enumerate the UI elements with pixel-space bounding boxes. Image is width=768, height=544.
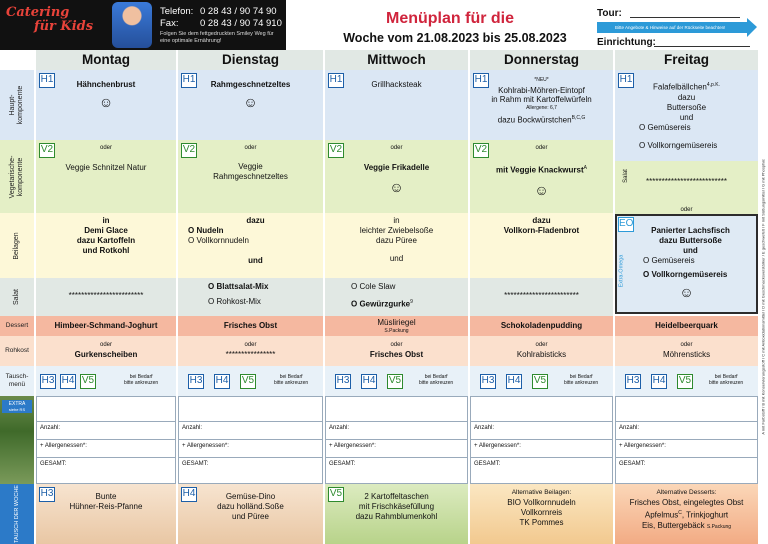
- tausch-note: bei Bedarf bitte ankreuzen: [709, 374, 744, 386]
- h3-checkbox[interactable]: H3: [40, 374, 56, 389]
- do-dessert: Schokoladenpudding: [500, 321, 583, 330]
- do-haupt1: Kohlrabi-Möhren-Eintopf: [498, 85, 585, 95]
- row-label-beilagen: Beilagen: [0, 213, 34, 278]
- tausch-der-woche-label: TAUSCH DER WOCHE: [0, 484, 34, 544]
- woche-fr3b: , Trinkjoghurt: [681, 510, 729, 520]
- oder-label: oder: [535, 342, 548, 348]
- do-haupt-new: *NEU*: [534, 77, 549, 83]
- fax-value: 0 28 43 / 90 74 910: [200, 18, 282, 29]
- extra-label: EXTRA: [8, 401, 26, 407]
- allergen-label: + Allergenessen*:: [182, 443, 229, 449]
- mi-dessert-note: S.Packung: [384, 328, 409, 334]
- v2-badge: V2: [181, 143, 197, 158]
- woche-mi2: mit Frischkäsefüllung: [358, 502, 435, 511]
- einrichtung-label: Einrichtung:: [597, 37, 656, 48]
- di-beilage3: O Vollkornnudeln: [188, 236, 249, 245]
- di-beilage1: dazu: [246, 216, 265, 225]
- day-header-dienstag: Dienstag: [178, 50, 323, 70]
- fr-tausch-cell: [615, 366, 758, 396]
- fr-haupt4: und: [679, 112, 694, 122]
- h1-badge: H1: [39, 73, 55, 88]
- di-salat-cell: [178, 278, 323, 316]
- do-woche-cell: [470, 484, 613, 544]
- extra-omega-label: Extra-Omega: [618, 254, 625, 288]
- woche-mi1: 2 Kartoffeltaschen: [364, 492, 429, 501]
- v5-checkbox[interactable]: V5: [532, 374, 548, 389]
- fr-eo1: Panierter Lachsfisch: [651, 226, 730, 235]
- tel-label: Telefon:: [160, 6, 194, 17]
- di-beilage-cell: [178, 213, 323, 278]
- anzahl-label: Anzahl:: [474, 425, 495, 431]
- extra-sub: siehe RS: [8, 407, 26, 412]
- oder-label: oder: [680, 342, 693, 348]
- di-rohkost-cell: [178, 336, 323, 366]
- do-rohkost-cell: [470, 336, 613, 366]
- smiley-icon: ☺: [534, 181, 549, 198]
- v5-checkbox[interactable]: V5: [387, 374, 403, 389]
- woche-fr3-sup: C: [678, 510, 682, 516]
- di-dessert: Frisches Obst: [223, 321, 278, 330]
- fr-haupt1-sup: 4,p.K.: [706, 82, 720, 88]
- woche-fr4-sup: S.Packung: [706, 523, 732, 530]
- row-label-tausch: Tausch- menü: [0, 366, 34, 396]
- di-haupt: Rahmgeschnetzeltes: [210, 80, 291, 89]
- row-label-rohkost: Rohkost: [0, 336, 34, 366]
- gesamt-label: GESAMT:: [474, 461, 501, 467]
- di-veg1: Veggie: [238, 162, 263, 171]
- di-dessert-cell: [178, 316, 323, 336]
- woche-fr4: Eis, Buttergebäck: [641, 520, 705, 530]
- v5-checkbox[interactable]: V5: [677, 374, 693, 389]
- oder-label: oder: [244, 145, 257, 151]
- v2-badge: V2: [328, 143, 344, 158]
- fr-rohkost-cell: [615, 336, 758, 366]
- anzahl-label: Anzahl:: [619, 425, 640, 431]
- do-beilage1: dazu: [532, 216, 551, 225]
- h4-badge: H4: [181, 487, 197, 502]
- v5-checkbox[interactable]: V5: [80, 374, 96, 389]
- mo-veg: Veggie Schnitzel Natur: [65, 163, 147, 172]
- mo-rohkost: Gurkenscheiben: [74, 350, 138, 359]
- mi-veg: Veggie Frikadelle: [363, 163, 430, 172]
- fr-eo3: und: [683, 246, 698, 255]
- anzahl-label: Anzahl:: [329, 425, 350, 431]
- tel-value: 0 28 43 / 90 74 90: [200, 6, 277, 17]
- mo-rohkost-cell: [36, 336, 176, 366]
- mi-haupt-cell: [325, 70, 468, 140]
- do-beilage-cell: [470, 213, 613, 278]
- woche-do1: Alternative Beilagen:: [511, 489, 572, 496]
- do-haupt-cell: [470, 70, 613, 140]
- mo-salat-cell: [36, 278, 176, 316]
- di-veg-cell: [178, 140, 323, 213]
- mi-rohkost-cell: [325, 336, 468, 366]
- di-salat2: O Rohkost-Mix: [208, 297, 261, 306]
- woche-mo2: Hühner-Reis-Pfanne: [69, 502, 143, 511]
- oder-label: oder: [390, 145, 403, 151]
- mi-dessert-cell: [325, 316, 468, 336]
- smiley-icon: ☺: [389, 179, 404, 195]
- fr-eo2: dazu Buttersoße: [659, 236, 722, 245]
- fr-order-box[interactable]: [615, 396, 758, 484]
- mi-beilage3: dazu Püree: [376, 236, 417, 245]
- mi-beilage1: in: [393, 216, 400, 225]
- mi-dessert: Müsliriegel: [377, 318, 416, 327]
- mi-woche-cell: [325, 484, 468, 544]
- oder-label: oder: [535, 145, 548, 151]
- h4-checkbox[interactable]: H4: [506, 374, 522, 389]
- week-range: Woche vom 21.08.2023 bis 25.08.2023: [343, 31, 567, 45]
- mi-beilage-cell: [325, 213, 468, 278]
- row-label-haupt: Haupt- komponente: [0, 70, 34, 140]
- fr-haupt3: Buttersoße: [666, 102, 707, 112]
- fr-salat-cell: [615, 161, 758, 205]
- woche-do2: BIO Vollkornnudeln: [507, 498, 576, 507]
- do-veg-sup: A: [583, 165, 587, 171]
- oder-label: oder: [244, 342, 257, 348]
- mo-dessert: Himbeer-Schmand-Joghurt: [54, 321, 158, 330]
- eo-badge: EO: [618, 217, 634, 232]
- h1-badge: H1: [328, 73, 344, 88]
- h1-badge: H1: [618, 73, 634, 88]
- mi-veg-cell: [325, 140, 468, 213]
- row-label-veg: Vegetarische- komponente: [0, 140, 34, 213]
- di-rohkost: ****************: [225, 350, 276, 359]
- gesamt-label: GESAMT:: [40, 461, 67, 467]
- fr-eo5: O Vollkorngemüsereis: [643, 270, 728, 279]
- di-haupt-cell: [178, 70, 323, 140]
- woche-mo1: Bunte: [95, 492, 117, 501]
- gesamt-label: GESAMT:: [619, 461, 646, 467]
- smiley-icon: ☺: [243, 94, 258, 110]
- v5-checkbox[interactable]: V5: [240, 374, 256, 389]
- do-order-box[interactable]: [470, 396, 613, 484]
- tausch-note: bei Bedarf bitte ankreuzen: [564, 374, 599, 386]
- woche-do4: TK Pommes: [519, 518, 564, 527]
- einrichtung-field[interactable]: [654, 46, 750, 47]
- woche-do3: Vollkornreis: [520, 508, 563, 517]
- v5-badge: V5: [328, 487, 344, 502]
- mi-salat-cell: [325, 278, 468, 316]
- woche-fr1: Alternative Desserts:: [656, 489, 717, 496]
- do-veg: mit Veggie Knackwurst: [496, 165, 584, 175]
- mo-haupt-cell: [36, 70, 176, 140]
- allergen-label: + Allergenessen*:: [329, 443, 376, 449]
- gesamt-label: GESAMT:: [329, 461, 356, 467]
- page-title: Menüplan für die: [386, 10, 514, 27]
- fr-dessert-cell: [615, 316, 758, 336]
- oder-label: oder: [390, 342, 403, 348]
- mo-haupt: Hähnchenbrust: [76, 80, 136, 89]
- tausch-note: bei Bedarf bitte ankreuzen: [124, 374, 159, 386]
- di-beilage2: O Nudeln: [188, 226, 224, 235]
- v2-badge: V2: [473, 143, 489, 158]
- mo-tausch-cell: [36, 366, 176, 396]
- logo-line1: Catering: [6, 5, 70, 20]
- fr-dessert: Heidelbeerquark: [655, 321, 718, 330]
- h4-checkbox[interactable]: H4: [214, 374, 230, 389]
- h3-checkbox[interactable]: H3: [625, 374, 641, 389]
- anzahl-label: Anzahl:: [182, 425, 203, 431]
- mo-order-box[interactable]: [36, 396, 176, 484]
- mi-rohkost: Frisches Obst: [369, 350, 424, 359]
- woche-fr2: Frisches Obst, eingelegtes Obst: [629, 498, 744, 507]
- di-salat1: O Blattsalat-Mix: [208, 282, 269, 291]
- day-header-freitag: Freitag: [615, 50, 758, 70]
- day-header-donnerstag: Donnerstag: [470, 50, 613, 70]
- mi-salat2-sup: 9: [410, 299, 413, 305]
- di-beilage4: und: [248, 256, 263, 265]
- mo-dessert-cell: [36, 316, 176, 336]
- mi-haupt: Grillhacksteak: [371, 80, 422, 89]
- do-haupt-allergen: Allergene: 6,7: [526, 104, 557, 111]
- smiley-icon: ☺: [98, 94, 114, 110]
- fr-salat-label: Salat: [622, 169, 629, 183]
- h3-checkbox[interactable]: H3: [188, 374, 204, 389]
- row-label-dessert: Dessert: [0, 316, 34, 336]
- mo-beilage1: in: [102, 216, 110, 225]
- h3-badge: H3: [39, 487, 55, 502]
- tausch-note: bei Bedarf bitte ankreuzen: [274, 374, 309, 386]
- v2-badge: V2: [39, 143, 55, 158]
- h3-checkbox[interactable]: H3: [480, 374, 496, 389]
- fr-woche-cell: [615, 484, 758, 544]
- do-haupt3-sup: B,C,G: [571, 114, 586, 121]
- di-tausch-cell: [178, 366, 323, 396]
- mo-beilage3: dazu Kartoffeln: [76, 236, 136, 245]
- logo: [6, 6, 93, 34]
- tour-note-arrow: Bitte Angebote & Hinweise auf der Rückseite beachten!: [597, 22, 747, 33]
- mi-salat2: O Gewürzgurke: [351, 299, 411, 309]
- fr-eo4: O Gemüsereis: [643, 256, 695, 265]
- do-tausch-cell: [470, 366, 613, 396]
- h4-checkbox[interactable]: H4: [361, 374, 377, 389]
- anzahl-label: Anzahl:: [40, 425, 61, 431]
- day-header-mittwoch: Mittwoch: [325, 50, 468, 70]
- fr-haupt2: dazu: [677, 92, 696, 102]
- h4-checkbox[interactable]: H4: [651, 374, 667, 389]
- fr-haupt5: O Gemüsereis: [639, 122, 691, 132]
- fr-extra-omega-cell: [615, 214, 758, 314]
- logo-block: [0, 0, 286, 50]
- tour-label: Tour:: [597, 8, 622, 19]
- oder-label: oder: [99, 342, 112, 348]
- h4-checkbox[interactable]: H4: [60, 374, 76, 389]
- allergen-label: + Allergenessen*:: [474, 443, 521, 449]
- do-dessert-cell: [470, 316, 613, 336]
- tour-field[interactable]: [630, 17, 740, 18]
- mo-beilage2: Demi Glace: [84, 226, 128, 235]
- tausch-note: bei Bedarf bitte ankreuzen: [419, 374, 454, 386]
- woche-di2: dazu holländ.Soße: [217, 502, 284, 511]
- smiley-icon: ☺: [679, 284, 694, 300]
- woche-di3: und Püree: [232, 512, 269, 521]
- allergen-label: + Allergenessen*:: [619, 443, 666, 449]
- fr-rohkost: Möhrensticks: [662, 350, 711, 359]
- mo-salat: ************************: [68, 291, 144, 300]
- do-veg-cell: [470, 140, 613, 213]
- mi-order-box[interactable]: [325, 396, 468, 484]
- day-header-montag: Montag: [36, 50, 176, 70]
- fr-eo-oder: oder: [615, 205, 758, 215]
- menu-grid: [0, 50, 758, 544]
- h1-badge: H1: [181, 73, 197, 88]
- mo-woche-cell: [36, 484, 176, 544]
- fr-haupt6: O Vollkorngemüsereis: [639, 140, 718, 150]
- mi-salat1: O Cole Slaw: [351, 282, 396, 291]
- do-haupt2: in Rahm mit Kartoffelwürfeln: [491, 95, 592, 104]
- do-haupt3: dazu Bockwürstchen: [497, 115, 572, 125]
- mi-beilage2: leichter Zwiebelsoße: [359, 226, 434, 235]
- gesamt-label: GESAMT:: [182, 461, 209, 467]
- fax-label: Fax:: [160, 18, 179, 29]
- do-salat: ************************: [504, 291, 579, 300]
- mo-veg-cell: [36, 140, 176, 213]
- row-label-salat: Salat: [0, 278, 34, 316]
- follow-text: Folgen Sie dem fettgedruckten Smiley Weg für eine optimale Ernährung!: [160, 31, 274, 44]
- contact-info: [160, 6, 282, 30]
- allergen-legend-strip: [758, 50, 768, 544]
- fr-haupt1: Falafelbällchen: [653, 82, 707, 92]
- oder-label: oder: [99, 145, 112, 151]
- woche-fr3: Apfelmus: [644, 510, 679, 520]
- do-rohkost: Kohlrabisticks: [516, 350, 567, 359]
- allergen-legend-text: A mit Farbstoff / B mit Konservierungsstoff / C mit Antioxidationsmittel / D mit Geschmacksverstärker / E geschwefelt / F mit Süßungsmittel / G mit Phosphat: [760, 159, 766, 435]
- di-veg2: Rahmgeschnetzeltes: [213, 172, 288, 181]
- mi-beilage4: und: [389, 254, 404, 263]
- mo-beilage-cell: [36, 213, 176, 278]
- mo-beilage4: und Rotkohl: [82, 246, 130, 255]
- di-woche-cell: [178, 484, 323, 544]
- extra-tag: [2, 400, 32, 413]
- h3-checkbox[interactable]: H3: [335, 374, 351, 389]
- do-salat-cell: [470, 278, 613, 316]
- do-beilage2: Vollkorn-Fladenbrot: [503, 226, 580, 235]
- mi-tausch-cell: [325, 366, 468, 396]
- woche-mi3: dazu Rahmblumenkohl: [355, 512, 438, 521]
- h1-badge: H1: [473, 73, 489, 88]
- chef-kid-image: [112, 2, 152, 48]
- woche-di1: Gemüse-Dino: [225, 492, 276, 501]
- di-order-box[interactable]: [178, 396, 323, 484]
- logo-line2: für Kids: [34, 19, 94, 34]
- allergen-label: + Allergenessen*:: [40, 443, 87, 449]
- fr-salat: **************************: [646, 177, 727, 186]
